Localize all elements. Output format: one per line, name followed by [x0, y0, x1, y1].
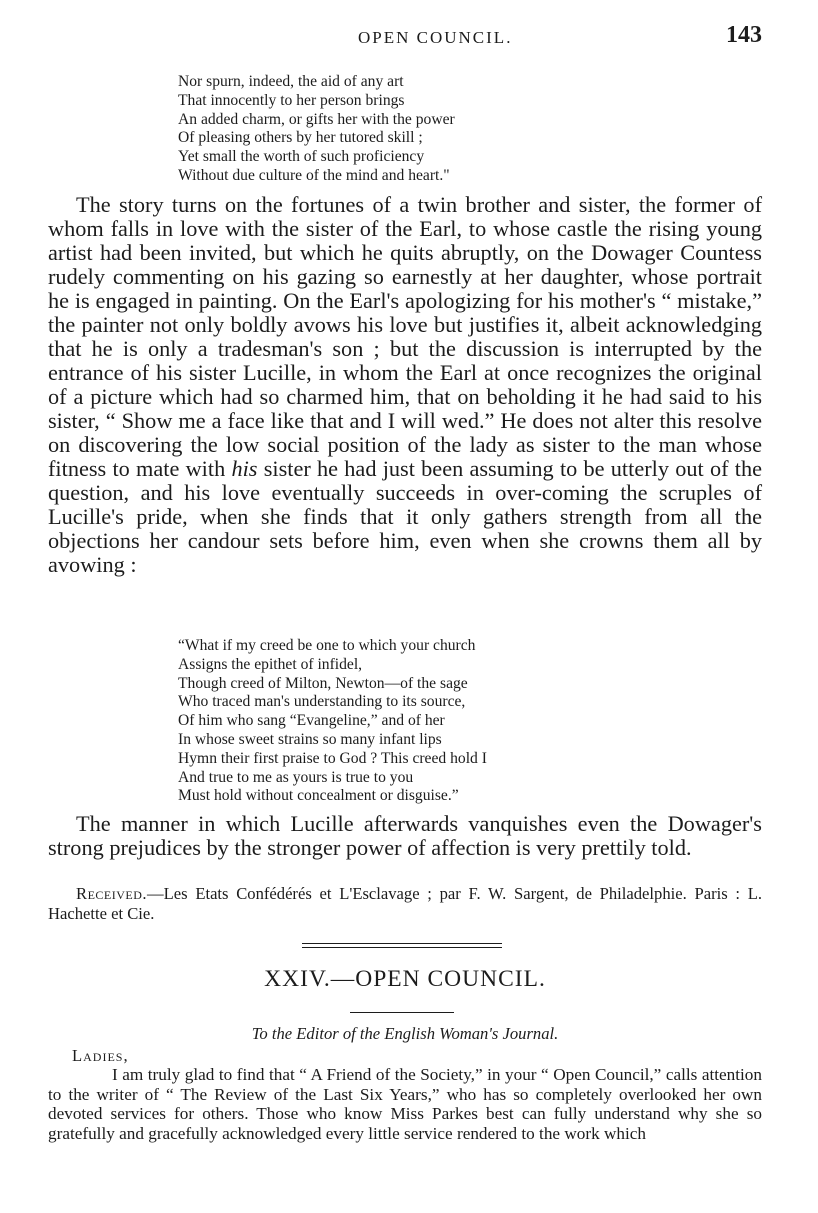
- section-divider-top: [302, 943, 502, 944]
- verse-line: Of pleasing others by her tutored skill ;: [178, 129, 423, 147]
- section-divider-bottom: [302, 947, 502, 948]
- received-text: —Les Etats Confédérés et L'Esclavage ; par F. W. Sargent, de Philadelphie. Paris : L. Hachette et Cie.: [48, 884, 762, 923]
- letter-salutation: Ladies,: [72, 1046, 129, 1065]
- story-emphasis: his: [231, 456, 258, 481]
- verse-line: Without due culture of the mind and heart.": [178, 166, 450, 184]
- verse-line: Must hold without concealment or disguise.”: [178, 787, 459, 805]
- verse-line: Hymn their first praise to God ? This creed hold I: [178, 749, 487, 767]
- verse-line: Though creed of Milton, Newton—of the sage: [178, 674, 468, 692]
- letter-dedication: To the Editor of the English Woman's Journal.: [251, 1024, 559, 1043]
- title-underline: [350, 1012, 454, 1013]
- verse-block-creed: [178, 637, 487, 806]
- verse-line: An added charm, or gifts her with the power: [178, 110, 455, 128]
- verse-line: Yet small the worth of such proficiency: [178, 148, 425, 166]
- section-title: XXIV.—OPEN COUNCIL.: [264, 966, 546, 992]
- story-text-part-2: sister he had just been assuming to be utterly out of the question, and his love eventually succeeds in over-coming the scruples of Lucille's pride, when she finds that it only gathers strength from all the objections her candour sets before him, even when she crowns them all by avowing :: [48, 456, 762, 577]
- received-note: [48, 884, 762, 924]
- manner-paragraph: The manner in which Lucille afterwards vanquishes even the Dowager's strong prejudices by the stronger power of affection is very prettily told.: [48, 811, 762, 860]
- story-text-part-1: The story turns on the fortunes of a twin brother and sister, the former of whom falls in love with the sister of the Earl, to whose castle the rising young artist had been invited, but which he quits abruptly, on the Dowager Countess rudely commenting on his gazing so earnestly at her daughter, whose portrait he is engaged in painting. On the Earl's apologizing for his mother's “ mistake,” the painter not only boldly avows his love but justifies it, albeit acknowledging that he is only a tradesman's son ; but the discussion is interrupted by the entrance of his sister Lucille, in whom the Earl at once recognizes the original of a picture which had so charmed him, that on beholding it he had said to his sister, “ Show me a face like that and I will wed.” He does not alter this resolve on discovering the low social position of the lady as sister to the man whose fitness to mate with: [48, 192, 762, 481]
- page-number: 143: [726, 22, 762, 48]
- verse-line: That innocently to her person brings: [178, 91, 405, 109]
- verse-line: And true to me as yours is true to you: [178, 768, 414, 786]
- verse-line: Who traced man's understanding to its source,: [178, 693, 466, 711]
- verse-block-top: [178, 73, 455, 186]
- running-head: [48, 22, 768, 52]
- verse-line: In whose sweet strains so many infant lips: [178, 730, 442, 748]
- verse-line: Of him who sang “Evangeline,” and of her: [178, 712, 445, 730]
- received-lead: Received.: [76, 884, 148, 903]
- running-title: OPEN COUNCIL.: [358, 28, 513, 47]
- letter-body: I am truly glad to find that “ A Friend of the Society,” in your “ Open Council,” calls attention to the writer of “ The Review of the Last Six Years,” who has so completely overlooked her own devoted services for others. Those who know Miss Parkes best can fully understand why she so gratefully and gracefully acknowledged every little service rendered to the work which: [48, 1065, 762, 1143]
- verse-line: “What if my creed be one to which your church: [178, 637, 476, 654]
- story-paragraph: [48, 193, 762, 577]
- verse-line: Assigns the epithet of infidel,: [178, 655, 363, 673]
- verse-line: Nor spurn, indeed, the aid of any art: [178, 73, 404, 90]
